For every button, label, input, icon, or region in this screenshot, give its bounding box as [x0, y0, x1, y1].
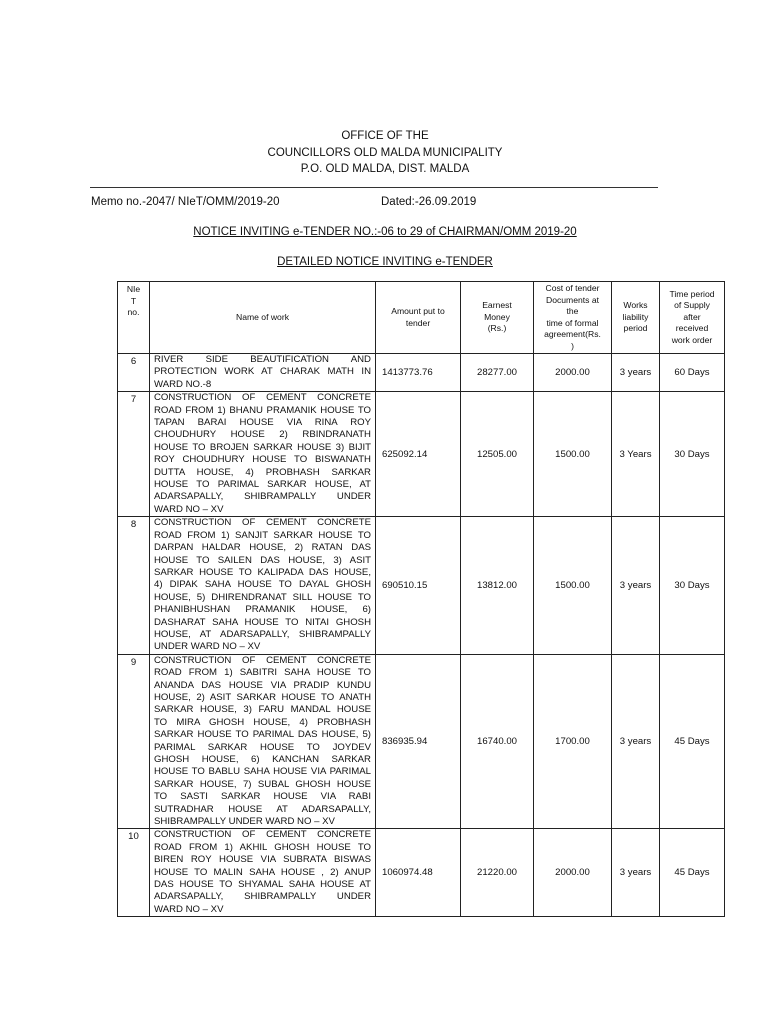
header-works-liability — [612, 282, 660, 354]
row-works-liability: 3 years — [612, 654, 660, 829]
work-description-line: CONSTRUCTION OF CEMENT CONCRETE — [154, 392, 371, 404]
detailed-notice-title-text: DETAILED NOTICE INVITING e-TENDER — [277, 256, 493, 268]
row-niet-no: 7 — [118, 392, 150, 517]
row-cost-of-tender: 1700.00 — [534, 654, 612, 829]
work-description-line: DASHARAT SAHA HOUSE TO NITAI GHOSH — [154, 616, 371, 628]
work-description-line: RIVER SIDE BEAUTIFICATION AND — [154, 354, 371, 365]
work-description-line: HOUSE TO SAILEN DAS HOUSE, 3) ASIT — [154, 554, 371, 566]
work-description-line: DAS HOUSE TO SHYAMAL SAHA HOUSE AT — [154, 879, 371, 891]
work-description-line: HOUSE TO MALIN SAHA HOUSE , 2) ANUP — [154, 866, 371, 878]
header-cost-of-tender — [534, 282, 612, 354]
row-name-of-work — [150, 829, 376, 917]
tender-rows — [118, 354, 725, 917]
row-time-period: 30 Days — [660, 517, 725, 654]
table-row — [118, 392, 725, 517]
header-line: period — [623, 323, 648, 334]
tender-table — [117, 281, 725, 917]
header-niet-no — [118, 282, 150, 354]
row-earnest-money: 21220.00 — [461, 829, 534, 917]
work-description-line: ADARSAPALLY, SHIBRAMPALLY UNDER — [154, 491, 371, 503]
office-address: P.O. OLD MALDA, DIST. MALDA — [300, 163, 470, 175]
row-earnest-money: 28277.00 — [461, 354, 534, 392]
row-time-period: 45 Days — [660, 654, 725, 829]
row-time-period: 60 Days — [660, 354, 725, 392]
row-time-period: 45 Days — [660, 829, 725, 917]
header-time-period — [660, 282, 725, 354]
header-line: work order — [671, 334, 713, 345]
header-line: Cost of tender — [545, 283, 600, 293]
work-description-line: ROAD FROM 1) AKHIL GHOSH HOUSE TO — [154, 841, 371, 853]
work-description-line: WARD NO.-8 — [154, 378, 212, 390]
work-description-line: CONSTRUCTION OF CEMENT CONCRETE — [154, 654, 371, 666]
work-description-line: SARKAR HOUSE, 3) FARU MANDAL HOUSE — [154, 704, 371, 716]
row-name-of-work — [150, 517, 376, 654]
work-description-line: ROY CHOUDHURY HOUSE TO BISWANATH — [154, 454, 371, 466]
row-amount: 690510.15 — [376, 517, 461, 654]
memo-number: Memo no.-2047/ NIeT/OMM/2019-20 — [91, 196, 280, 208]
row-name-of-work — [150, 654, 376, 829]
work-description-line: ANANDA DAS HOUSE VIA PRADIP KUNDU — [154, 679, 371, 691]
work-description-line: HOUSE TO BABLU SAHA HOUSE VIA PARIMAL — [154, 766, 371, 778]
row-niet-no: 9 — [118, 654, 150, 829]
header-line: Amount put to — [391, 306, 445, 316]
work-description-line: DUTTA HOUSE, 4) PROBHASH SARKAR — [154, 466, 371, 478]
row-time-period: 30 Days — [660, 392, 725, 517]
header-line: tender — [405, 317, 431, 328]
header-line: liability — [622, 311, 649, 322]
table-header-row — [118, 282, 725, 354]
header-line: Money — [484, 311, 510, 322]
table-row — [118, 654, 725, 829]
table-row — [118, 829, 725, 917]
notice-title — [0, 226, 770, 238]
header-line: NIe — [126, 284, 141, 294]
header-line: agreement(Rs. — [544, 329, 601, 339]
work-description-line: CONSTRUCTION OF CEMENT CONCRETE — [154, 829, 371, 841]
memo-date: Dated:-26.09.2019 — [381, 196, 477, 208]
header-line: Earnest — [482, 300, 512, 311]
row-name-of-work — [150, 354, 376, 392]
work-description-line: CONSTRUCTION OF CEMENT CONCRETE — [154, 517, 371, 529]
work-description-line: ROAD FROM 1) SANJIT SARKAR HOUSE TO — [154, 529, 371, 541]
work-description-line: HOUSE, 2) ASIT SARKAR HOUSE TO ANATH — [154, 691, 371, 703]
row-name-of-work — [150, 392, 376, 517]
row-amount: 1413773.76 — [376, 354, 461, 392]
row-niet-no: 6 — [118, 354, 150, 392]
table-row — [118, 517, 725, 654]
work-description-line: TAPAN BARAI HOUSE VIA RINA ROY — [154, 417, 371, 429]
row-cost-of-tender: 2000.00 — [534, 829, 612, 917]
header-line: ) — [571, 340, 574, 351]
notice-title-text: NOTICE INVITING e-TENDER NO.:-06 to 29 of CHAIRMAN/OMM 2019-20 — [193, 226, 577, 238]
work-description-line: CHOUDHURY HOUSE 2) RBINDRANATH — [154, 429, 371, 441]
work-description-line: ROAD FROM 1) SABITRI SAHA HOUSE TO — [154, 667, 371, 679]
row-niet-no: 10 — [118, 829, 150, 917]
header-line: after — [683, 311, 701, 322]
work-description-line: 4) DIPAK SAHA HOUSE TO DAYAL GHOSH — [154, 579, 371, 591]
row-works-liability: 3 Years — [612, 392, 660, 517]
header-name-of-work: Name of work — [150, 282, 376, 354]
work-description-line: SUTRADHAR HOUSE AT ADARSAPALLY, — [154, 803, 371, 815]
header-line: no. — [127, 307, 140, 317]
detailed-notice-title — [0, 256, 770, 268]
work-description-line: WARD NO – XV — [154, 503, 224, 515]
row-amount: 836935.94 — [376, 654, 461, 829]
header-line: Documents at — [545, 294, 600, 305]
row-cost-of-tender: 2000.00 — [534, 354, 612, 392]
header-earnest-money — [461, 282, 534, 354]
row-amount: 1060974.48 — [376, 829, 461, 917]
header-line: time of formal — [546, 317, 599, 328]
header-line: Time period — [669, 288, 715, 299]
work-description-line: PARIMAL SARKAR HOUSE TO JOYDEV — [154, 741, 371, 753]
header-line: received — [675, 323, 709, 334]
row-earnest-money: 13812.00 — [461, 517, 534, 654]
row-works-liability: 3 years — [612, 829, 660, 917]
header-line: Works — [623, 300, 648, 311]
header-line: T — [130, 295, 137, 306]
header-line: (Rs.) — [487, 323, 507, 334]
row-cost-of-tender: 1500.00 — [534, 517, 612, 654]
work-description-line: SHIBRAMPALLY UNDER WARD NO – XV — [154, 816, 335, 828]
work-description-line: HOUSE TO PARIMAL SARKAR HOUSE, AT — [154, 479, 371, 491]
header-divider — [90, 187, 658, 188]
row-earnest-money: 16740.00 — [461, 654, 534, 829]
work-description-line: TO MIRA GHOSH HOUSE, 4) PROBHASH — [154, 716, 371, 728]
header-line: the — [566, 306, 579, 316]
work-description-line: HOUSE, 5) DHIRENDRANAT SILL HOUSE TO — [154, 591, 371, 603]
work-description-line: HOUSE TO BROJEN SARKAR HOUSE 3) BIJIT — [154, 441, 371, 453]
municipality-name: COUNCILLORS OLD MALDA MUNICIPALITY — [267, 147, 503, 159]
row-cost-of-tender: 1500.00 — [534, 392, 612, 517]
row-amount: 625092.14 — [376, 392, 461, 517]
work-description-line: HOUSE, AT ADARSAPALLY, SHIBRAMPALLY — [154, 628, 371, 640]
header-line: of Supply — [674, 300, 710, 311]
work-description-line: PROTECTION WORK AT CHARAK MATH IN — [154, 366, 371, 378]
row-works-liability: 3 years — [612, 517, 660, 654]
work-description-line: TO SASTI SARKAR HOUSE VIA RABI — [154, 791, 371, 803]
work-description-line: ADARSAPALLY, SHIBRAMPALLY UNDER — [154, 891, 371, 903]
work-description-line: ROAD FROM 1) BHANU PRAMANIK HOUSE TO — [154, 404, 371, 416]
work-description-line: BIREN ROY HOUSE VIA SUBRATA BISWAS — [154, 854, 371, 866]
table-row — [118, 354, 725, 392]
work-description-line: PHANIBHUSHAN PRAMANIK HOUSE, 6) — [154, 604, 371, 616]
row-niet-no: 8 — [118, 517, 150, 654]
row-earnest-money: 12505.00 — [461, 392, 534, 517]
row-works-liability: 3 years — [612, 354, 660, 392]
work-description-line: GHOSH HOUSE, 6) KANCHAN SARKAR — [154, 754, 371, 765]
work-description-line: SARKAR HOUSE, 7) SUBAL GHOSH HOUSE — [154, 778, 371, 790]
work-description-line: DARPAN HALDAR HOUSE, 2) RATAN DAS — [154, 542, 371, 554]
work-description-line: SARKAR HOUSE TO PARIMAL DAS HOUSE, 5) — [154, 729, 371, 741]
work-description-line: WARD NO – XV — [154, 903, 224, 915]
office-title: OFFICE OF THE — [341, 130, 429, 142]
header-amount — [376, 282, 461, 354]
work-description-line: UNDER WARD NO – XV — [154, 641, 261, 653]
work-description-line: SARKAR HOUSE TO KALIPADA DAS HOUSE, — [154, 566, 371, 578]
